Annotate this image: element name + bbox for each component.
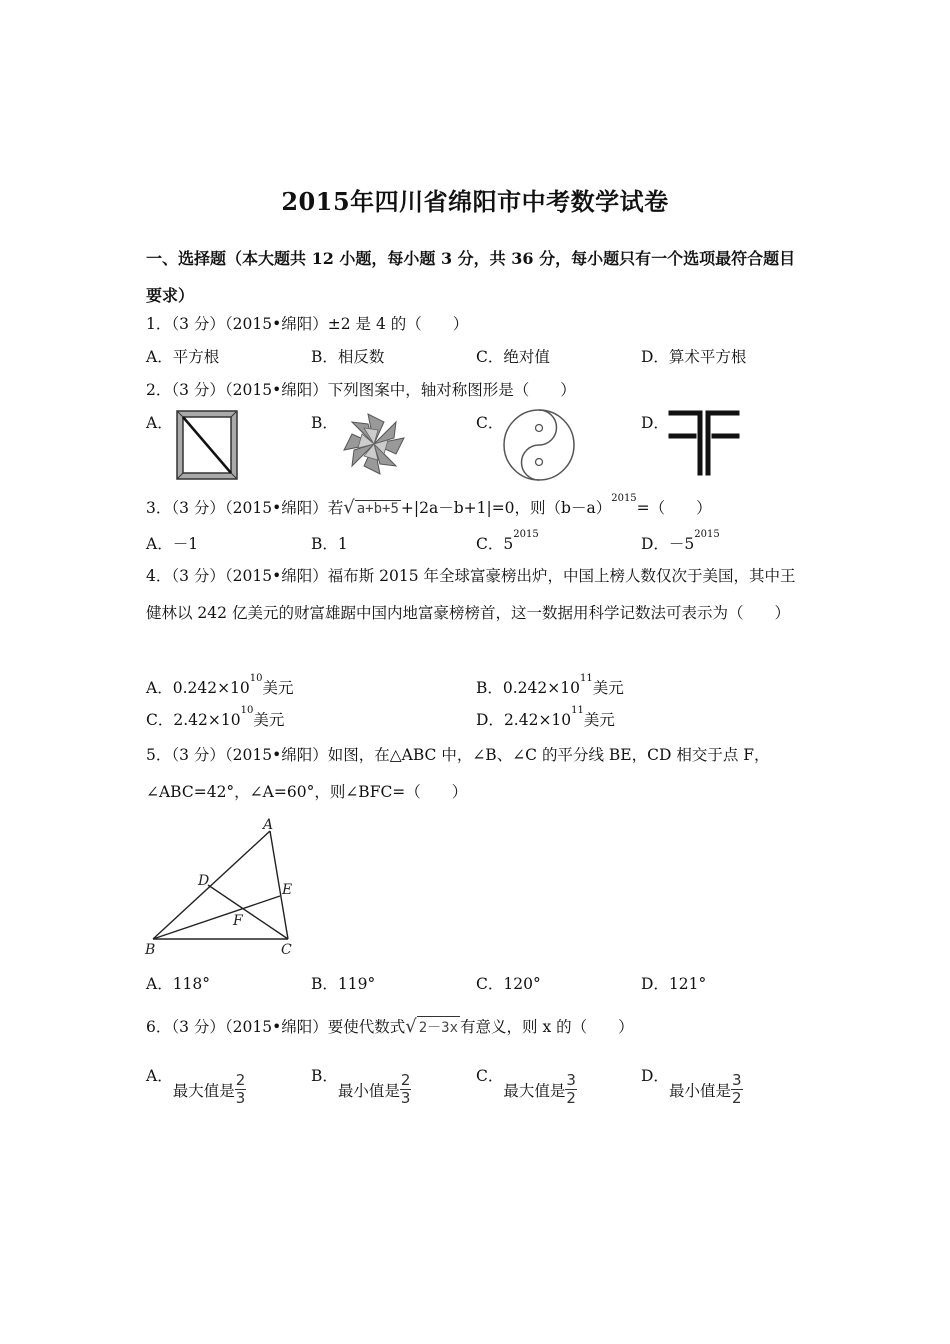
q2-yin-yang-figure[interactable]: [502, 408, 576, 482]
q5-label-d: D: [198, 873, 210, 889]
q6-option-a-fraction: [235, 1072, 247, 1107]
q6-option-c-denominator: 2: [566, 1089, 576, 1107]
q3-option-c[interactable]: [476, 529, 539, 554]
page-title: 2015年四川省绵阳市中考数学试卷: [281, 187, 669, 216]
q4-option-b-exp: 11: [579, 673, 593, 684]
q1-option-b[interactable]: B．相反数: [311, 348, 385, 366]
sqrt-icon: √: [343, 497, 355, 518]
q5-option-b[interactable]: B．119°: [311, 975, 376, 993]
q6-option-b[interactable]: [311, 1064, 411, 1107]
q6-option-a-denominator: 3: [235, 1089, 246, 1107]
q1-option-c[interactable]: C．绝对值: [476, 348, 550, 366]
q5-label-c: C: [281, 942, 292, 958]
q1-option-d[interactable]: D．算术平方根: [641, 348, 747, 366]
question-3-stem: [146, 493, 712, 518]
q4-option-d-unit: 美元: [583, 711, 615, 729]
q2-option-b-label[interactable]: B．: [311, 414, 338, 432]
q6-stem-prefix: 6．（3 分）（2015•绵阳）要使代数式: [146, 1018, 406, 1036]
q6-option-b-text: 最小值是: [337, 1081, 400, 1100]
q4-option-a-exp: 10: [249, 673, 263, 684]
q6-option-b-fraction: [400, 1072, 412, 1107]
q5-label-e: E: [282, 882, 293, 898]
q3-option-c-exp: 2015: [513, 529, 539, 540]
q3-option-d[interactable]: [641, 529, 720, 554]
q2-square-diagonal-figure[interactable]: [176, 410, 238, 480]
q5-label-f: F: [233, 913, 243, 929]
q3-exponent: 2015: [611, 493, 637, 504]
q3-radicand: a+b+5: [356, 501, 399, 517]
q6-option-c[interactable]: [476, 1064, 577, 1107]
q3-option-d-exp: 2015: [694, 529, 720, 540]
question-6-stem: [146, 1015, 634, 1037]
q4-option-b[interactable]: [476, 673, 624, 698]
question-5-stem-line1: 5．（3 分）（2015•绵阳）如图，在△ABC 中，∠B、∠C 的平分线 BE，CD 相交于点 F，: [146, 746, 770, 764]
q4-option-c-exp: 10: [240, 705, 254, 716]
q6-option-a-numerator: 2: [235, 1071, 246, 1089]
q4-option-a-base: 0.242×10: [172, 679, 250, 697]
question-1-stem: 1．（3 分）（2015•绵阳）±2 是 4 的（ ）: [146, 315, 469, 333]
q3-option-a[interactable]: A．－1: [146, 535, 199, 553]
q5-label-a: A: [263, 817, 274, 833]
q2-letter-pattern-figure[interactable]: [668, 408, 740, 476]
q6-option-a-text: 最大值是: [172, 1081, 235, 1100]
q6-option-c-label: C．: [476, 1067, 504, 1085]
q4-option-a-unit: 美元: [262, 679, 294, 697]
q4-option-a[interactable]: [146, 673, 294, 698]
q6-option-b-denominator: 3: [400, 1089, 411, 1107]
q4-option-d-base: 2.42×10: [503, 711, 572, 729]
q5-option-d[interactable]: D．121°: [641, 975, 707, 993]
q2-option-c-label[interactable]: C．: [476, 414, 504, 432]
q2-option-a-label[interactable]: A．: [146, 414, 173, 432]
q6-stem-suffix: 有意义，则 x 的（ ）: [460, 1018, 634, 1036]
question-4-stem: 4．（3 分）（2015•绵阳）福布斯 2015 年全球富豪榜出炉，中国上榜人数仅次于美国，其中王健林以 242 亿美元的财富雄踞中国内地富豪榜榜首，这一数据用科学记数法可表示为（ ）: [146, 567, 796, 622]
q6-option-c-numerator: 3: [566, 1071, 576, 1089]
q4-option-a-label: A．: [146, 679, 173, 697]
q4-option-c-unit: 美元: [253, 711, 285, 729]
q6-option-d-numerator: 3: [731, 1071, 742, 1089]
q5-triangle-figure: [140, 812, 310, 962]
q5-option-a[interactable]: A．118°: [146, 975, 211, 993]
q4-option-b-base: 0.242×10: [502, 679, 580, 697]
q6-option-a-label: A．: [146, 1067, 173, 1085]
q2-option-d-label[interactable]: D．: [641, 414, 669, 432]
q4-option-b-label: B．: [476, 679, 503, 697]
q6-option-c-fraction: [565, 1072, 577, 1107]
q6-option-d-text: 最小值是: [668, 1081, 731, 1100]
question-2-stem: 2．（3 分）（2015•绵阳）下列图案中，轴对称图形是（ ）: [146, 381, 576, 399]
q2-pinwheel-figure[interactable]: [338, 408, 410, 480]
q3-stem-prefix: 3．（3 分）（2015•绵阳）若: [146, 499, 344, 517]
q4-option-c-base: 2.42×10: [173, 711, 241, 729]
section-heading: 一、选择题（本大题共 12 小题，每小题 3 分，共 36 分，每小题只有一个选项最符合题目要求）: [146, 249, 796, 305]
q6-option-d-label: D．: [641, 1067, 669, 1085]
q4-option-c[interactable]: [146, 705, 285, 730]
q3-stem-suffix: =（ ）: [636, 499, 712, 517]
q3-stem-mid: +|2a－b+1|=0，则（b－a）: [400, 499, 612, 517]
question-5-stem-line2: ∠ABC=42°，∠A=60°，则∠BFC=（ ）: [146, 783, 468, 801]
q6-option-d[interactable]: [641, 1064, 743, 1107]
q4-option-b-unit: 美元: [592, 679, 624, 697]
q4-option-c-label: C．: [146, 711, 174, 729]
q4-option-d-exp: 11: [571, 705, 584, 716]
q5-option-c[interactable]: C．120°: [476, 975, 541, 993]
q6-option-c-text: 最大值是: [503, 1081, 566, 1100]
q6-radicand: 2－3x: [417, 1016, 460, 1037]
sqrt-icon: √: [405, 1016, 417, 1037]
q6-option-b-label: B．: [311, 1067, 338, 1085]
q4-option-d-label: D．: [476, 711, 504, 729]
q3-option-b[interactable]: B．1: [311, 535, 348, 553]
q6-option-a[interactable]: [146, 1064, 246, 1107]
q6-option-b-numerator: 2: [400, 1071, 411, 1089]
q6-option-d-denominator: 2: [731, 1089, 742, 1107]
q3-option-d-base: D．－5: [641, 535, 695, 553]
q3-option-c-base: C．5: [476, 535, 514, 553]
q1-option-a[interactable]: A．平方根: [146, 348, 220, 366]
q6-option-d-fraction: [731, 1072, 743, 1107]
q4-option-d[interactable]: [476, 705, 615, 730]
q5-label-b: B: [145, 942, 156, 958]
